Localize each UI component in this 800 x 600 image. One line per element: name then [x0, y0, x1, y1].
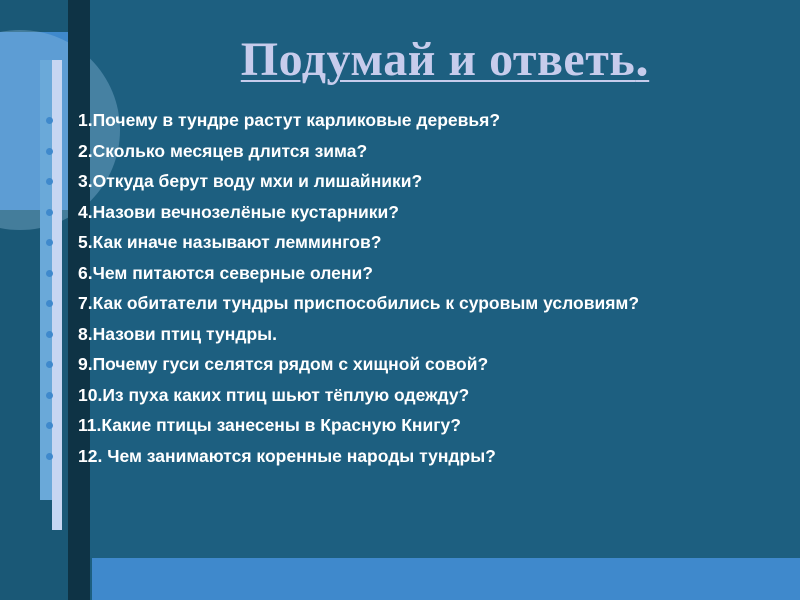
bullet-icon: [46, 178, 53, 185]
question-text: 6.Чем питаются северные олени?: [78, 262, 373, 283]
bullet-icon: [46, 453, 53, 460]
question-text: 1.Почему в тундре растут карликовые деревья?: [78, 110, 501, 130]
question-text: 2.Сколько месяцев длится зима?: [78, 140, 368, 161]
question-text: 10.Из пуха каких птиц шьют тёплую одежду?: [78, 384, 470, 405]
bullet-icon: [46, 392, 53, 399]
bullet-icon: [46, 422, 53, 429]
question-text: 7.Как обитатели тундры приспособились к суровым условиям?: [78, 293, 640, 313]
slide-title-period: .: [635, 27, 650, 87]
bullet-icon: [46, 270, 53, 277]
bullet-icon: [46, 148, 53, 155]
bullet-icon: [46, 300, 53, 307]
question-item: [78, 197, 794, 228]
slide-title: [0, 26, 800, 88]
question-item: [78, 166, 794, 197]
question-item: [78, 349, 794, 380]
slide-title-text: Подумай и ответь: [240, 33, 636, 86]
question-item: [78, 441, 794, 472]
question-text: 5.Как иначе называют леммингов?: [78, 232, 382, 252]
question-list: [78, 105, 794, 471]
bullet-icon: [46, 209, 53, 216]
bullet-icon: [46, 117, 53, 124]
decor-bottom-bar: [92, 558, 800, 600]
question-item: [78, 105, 794, 136]
question-item: [78, 410, 794, 441]
question-item: [78, 136, 794, 167]
question-item: [78, 288, 794, 319]
decor-stripe-light: [52, 60, 62, 530]
question-text: 9.Почему гуси селятся рядом с хищной совой?: [78, 354, 489, 374]
question-item: [78, 319, 794, 350]
question-item: [78, 258, 794, 289]
question-text: 11.Какие птицы занесены в Красную Книгу?: [78, 415, 461, 435]
question-text: 3.Откуда берут воду мхи и лишайники?: [78, 171, 423, 191]
bullet-icon: [46, 361, 53, 368]
question-item: [78, 380, 794, 411]
question-text: 4.Назови вечнозелёные кустарники?: [78, 201, 399, 222]
bullet-icon: [46, 331, 53, 338]
bullet-icon: [46, 239, 53, 246]
decor-stripe: [40, 60, 52, 500]
question-item: [78, 227, 794, 258]
question-text: 12. Чем занимаются коренные народы тундры?: [78, 445, 496, 466]
question-text: 8.Назови птиц тундры.: [78, 323, 277, 344]
